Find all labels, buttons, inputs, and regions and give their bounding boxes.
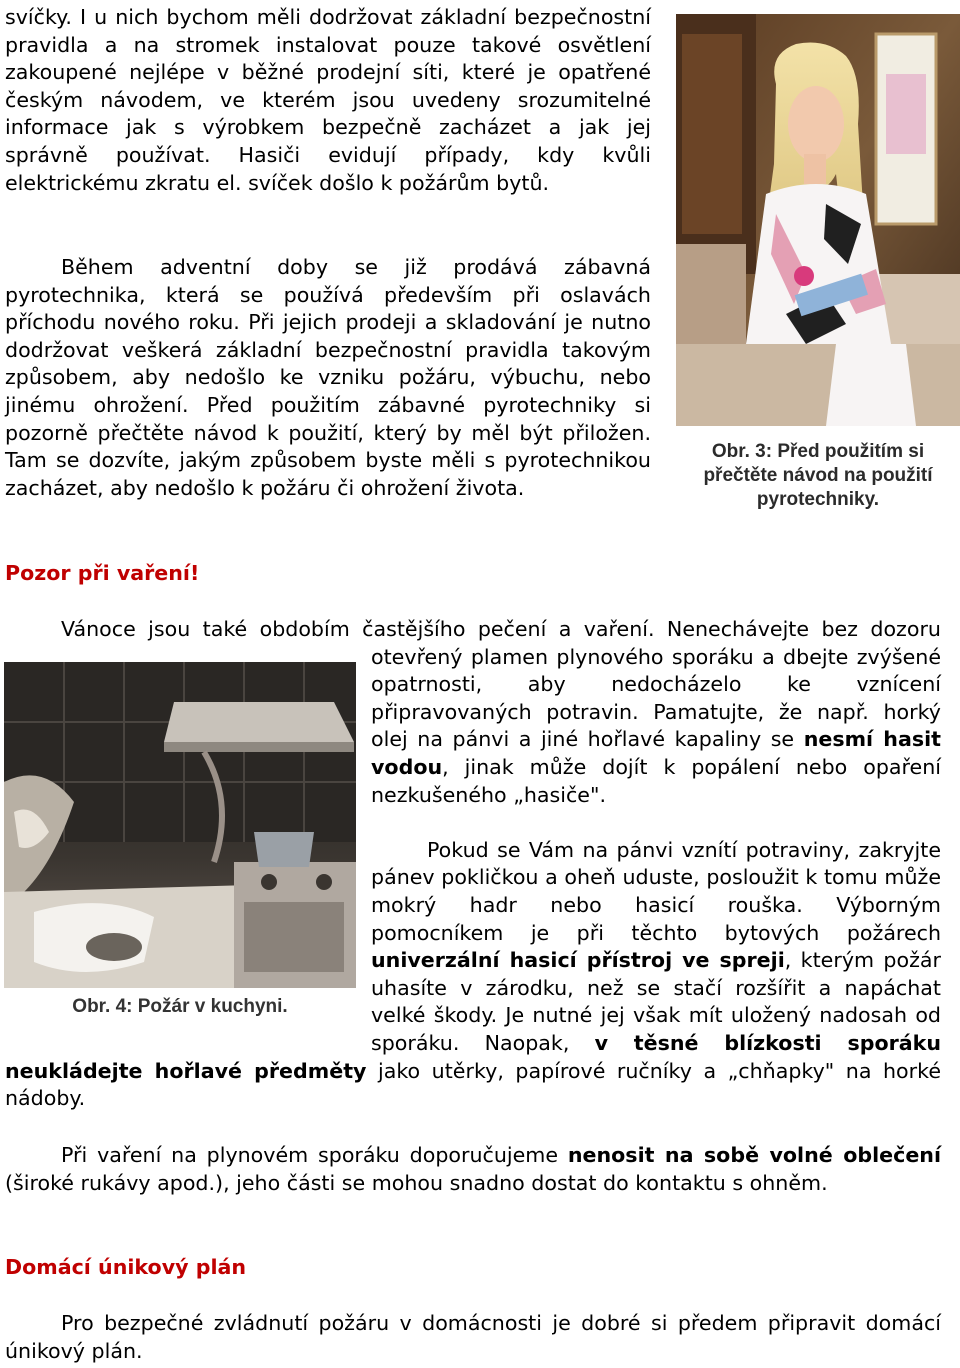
- figure-4-caption: Obr. 4: Požár v kuchyni.: [72, 996, 288, 1017]
- text-run: jako utěrky, papírové ručníky a „chňapky" na horké nádoby.: [5, 1058, 941, 1111]
- text-run: , kterým požár uhasíte v zárodku, než se stačí rozšířit a napáchat velké škody. Je nutné jej však mít uložený nadosah od sporáku. Naopak,: [371, 948, 942, 1055]
- text-run: Pokud se Vám na pánvi vznítí potraviny, zakryjte pánev pokličkou a oheň uduste, posloužit k tomu může mokrý hadr nebo hasicí rouška. Výborným pomocníkem je při těchto bytových požárech: [371, 837, 941, 945]
- text-run: Vánoce jsou také obdobím častějšího pečení a vaření. Nenechávejte bez dozoru otevřený plamen plynového sporáku a dbejte zvýšené opatrnosti, aby nedocházelo ke vznícení připravovaných potravin. Pamatujte, že např. horký olej na pánvi a jiné hořlavé kapaliny se: [61, 617, 941, 752]
- figure-3-caption: [676, 440, 960, 522]
- paragraph-intro: svíčky. I u nich bychom měli dodržovat základní bezpečnostní pravidla a na stromek instalovat pouze takové osvětlení zakoupené nejlépe v běžné prodejní síti, které je opatřené českým návodem, ve kterém jsou uvedeny srozumitelné informace jak s výrobkem bezpečně zacházet a jak jej správně používat. Hasiči evidují případy, kdy kvůli elektrickému zkratu el. svíček došlo k požárům bytů.: [5, 5, 651, 195]
- caption-line: pyrotechniky.: [756, 489, 880, 510]
- heading-escape-plan: Domácí únikový plán: [5, 1255, 247, 1279]
- emphasis-text: univerzální hasicí přístroj ve spreji: [371, 948, 785, 973]
- photo-burnt-kitchen: [4, 662, 356, 988]
- text-run: , jinak může dojít k popálení nebo opaření nezkušeného „hasiče".: [371, 754, 941, 807]
- photo-woman-reading-instructions: [676, 14, 960, 426]
- paragraph-pyrotechnics: Během adventní doby se již prodává zábavná pyrotechnika, která se používá především při oslavách příchodu nového roku. Při jejich prodeji a skladování je nutno dodržovat veškerá základní bezpečnostní pravidla takovým způsobem, aby nedošlo ke vzniku požáru, výbuchu, nebo jinému ohrožení. Před použitím zábavné pyrotechniky si pozorně přečtěte návod k použití, který by měl být přiložen. Tam se dozvíte, jakým způsobem byste měli s pyrotechnikou zacházet, aby nedošlo k požáru či ohrožení života.: [5, 255, 651, 500]
- paragraph-escape-plan: Pro bezpečné zvládnutí požáru v domácnosti je dobré si předem připravit domácí únikový plán.: [5, 1311, 941, 1363]
- emphasis-text: nesmí hasit vodou: [371, 727, 942, 779]
- text-run: (široké rukávy apod.), jeho části se mohou snadno dostat do kontaktu s ohněm.: [5, 1170, 828, 1195]
- emphasis-text: v těsné blízkosti sporáku neukládejte hořlavé předměty: [5, 1030, 941, 1083]
- emphasis-text: nenosit na sobě volné oblečení: [567, 1143, 941, 1167]
- caption-line: Obr. 3: Před použitím si: [711, 441, 925, 462]
- heading-cooking-warning: Pozor při vaření!: [5, 561, 200, 585]
- text-run: Při vaření na plynovém sporáku doporučujeme: [61, 1143, 568, 1167]
- paragraph-clothing: [5, 1142, 941, 1197]
- caption-line: přečtěte návod na použití: [703, 465, 933, 486]
